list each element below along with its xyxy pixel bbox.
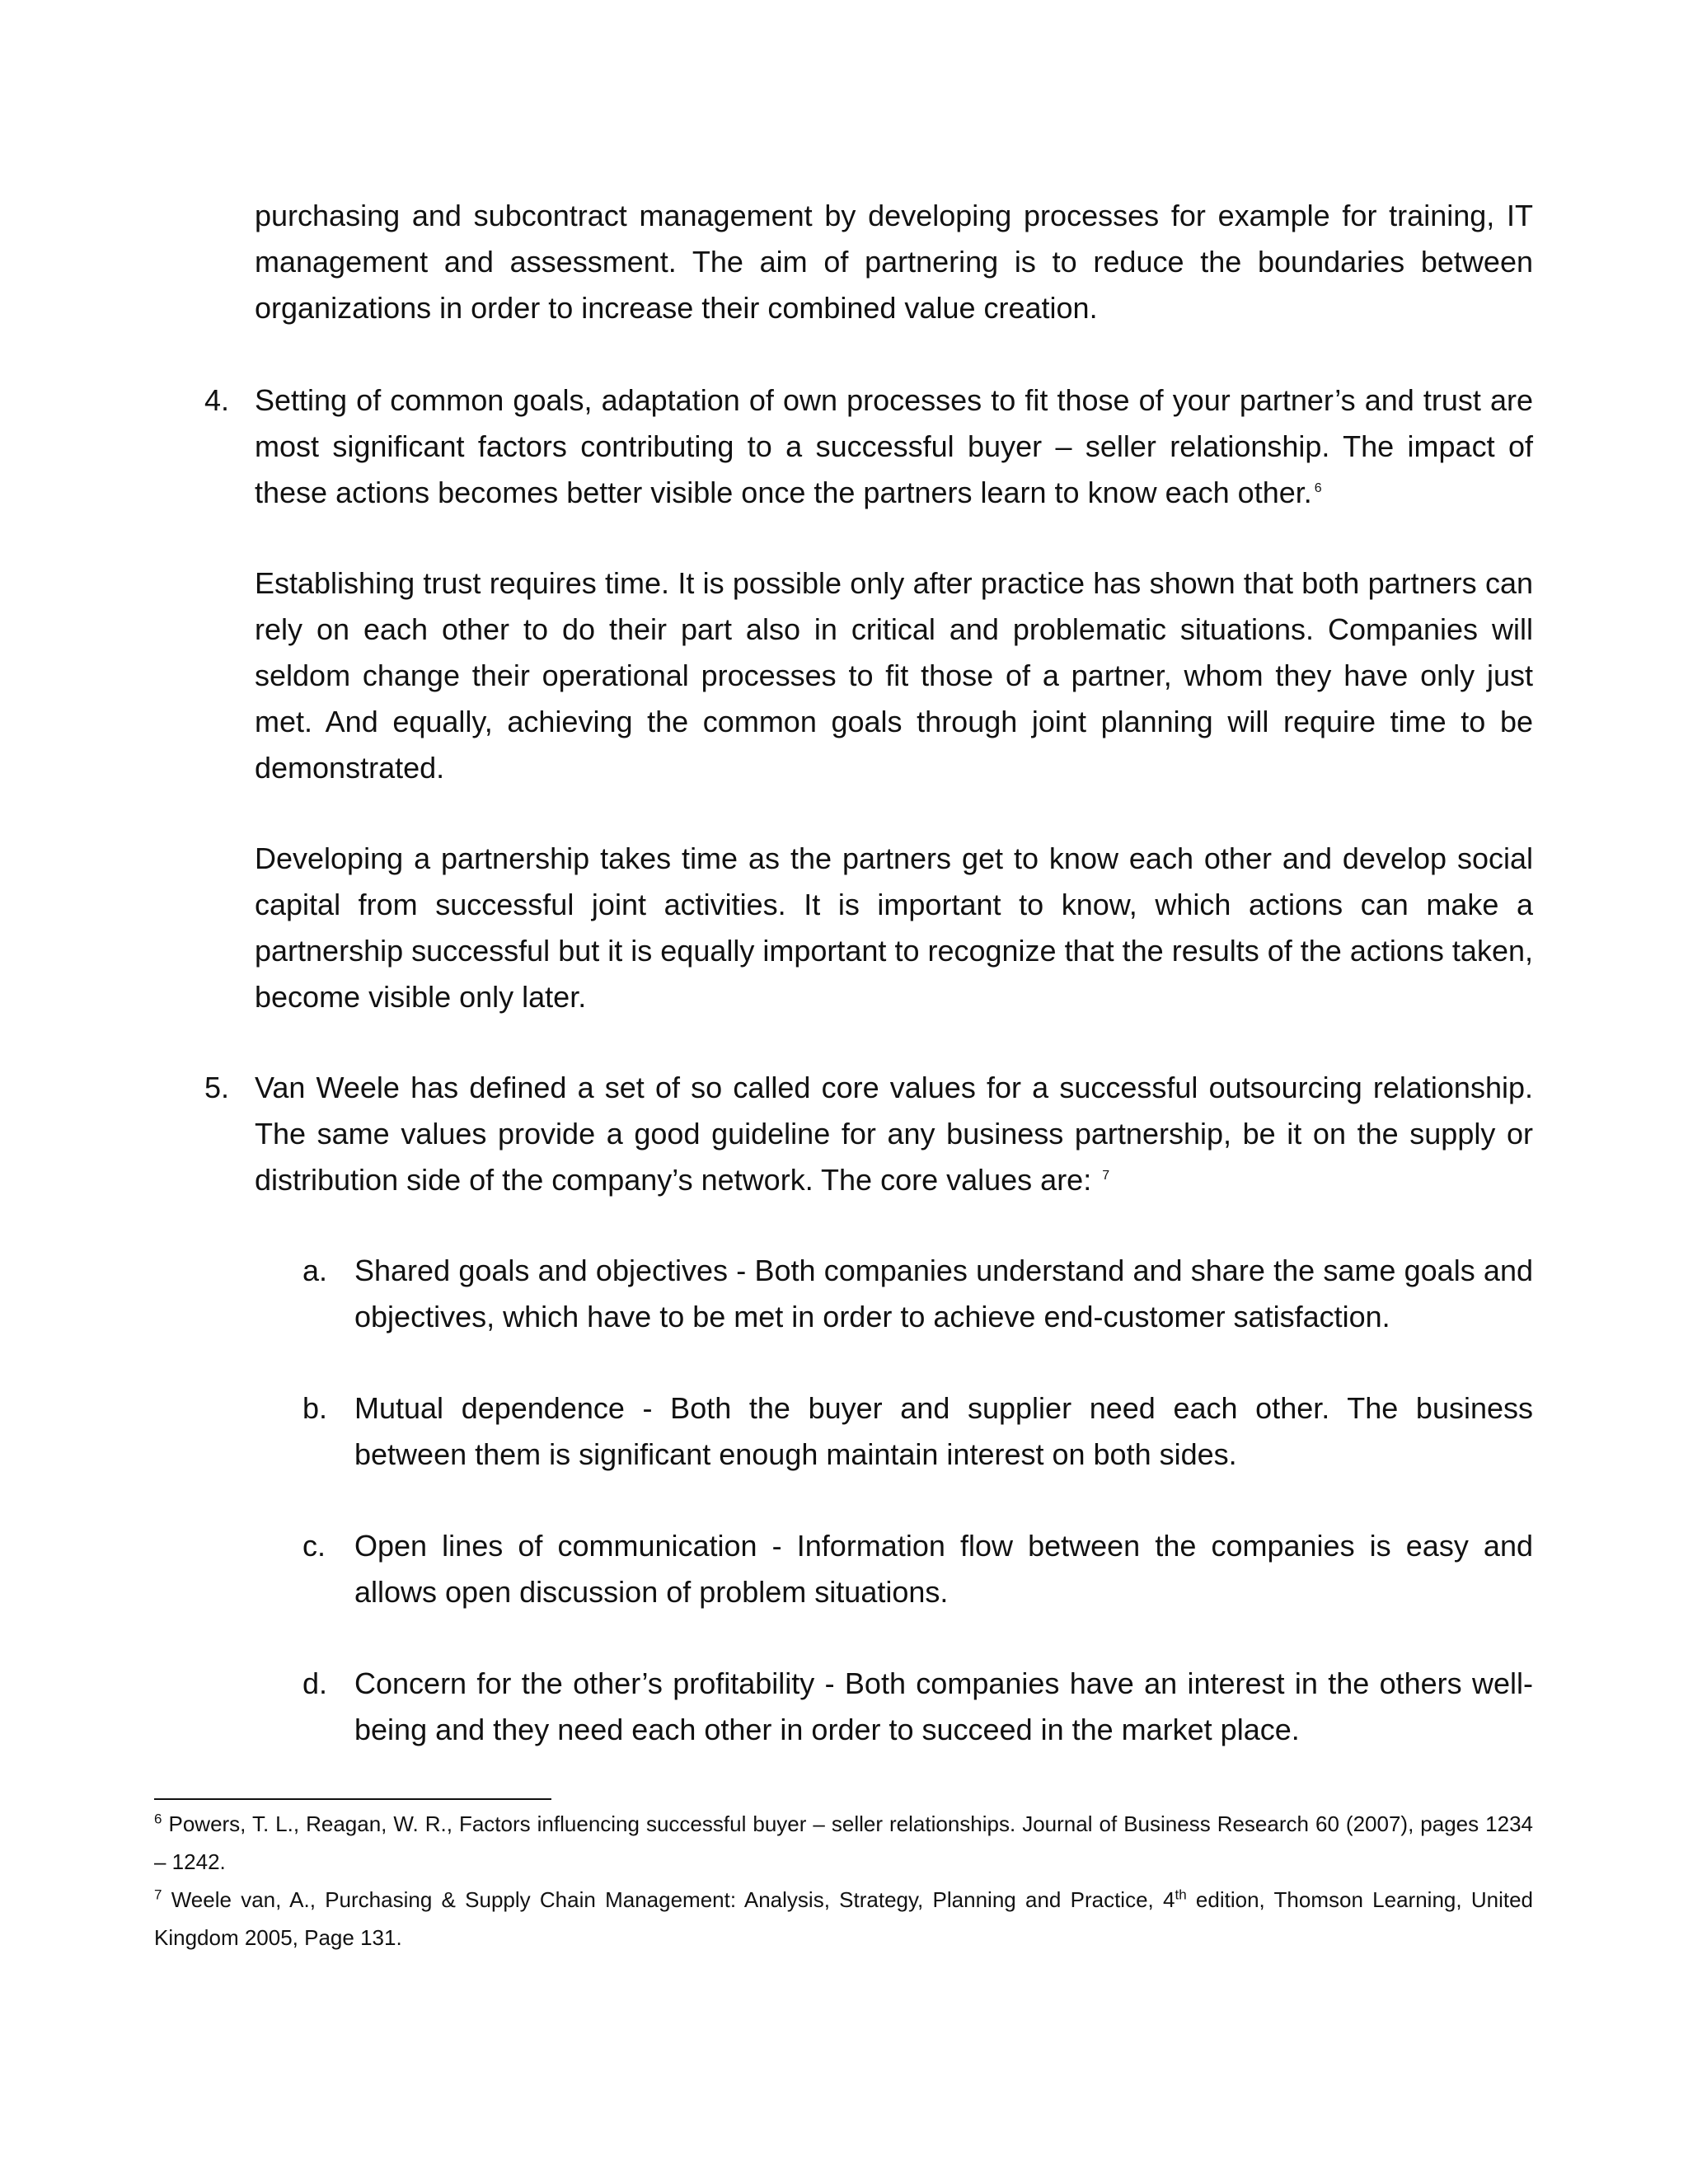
sub-item-c-text: Open lines of communication - Information flow between the companies is easy and allows open discussion of problem situations. (354, 1529, 1533, 1609)
footnote-6-number: 6 (154, 1811, 162, 1827)
footnote-7 (154, 1881, 1533, 1957)
intro-paragraph: purchasing and subcontract management by developing processes for example for training, IT management and assessment. The aim of partnering is to reduce the boundaries between organizations in order to increase their combined value creation. (255, 199, 1533, 325)
item-4-text: Setting of common goals, adaptation of own processes to fit those of your partner’s and trust are most significant factors contributing to a successful buyer – seller relationship. The impact of these actions becomes better visible once the partners learn to know each other. (255, 383, 1533, 509)
footnote-7-number: 7 (154, 1886, 162, 1903)
sub-item-letter-d: d. (302, 1666, 328, 1700)
item-5-text: Van Weele has defined a set of so called core values for a successful outsourcing relationship. The same values provide a good guideline for any business partnership, be it on the supply or distribution side of the company’s network. The core values are: (255, 1071, 1533, 1197)
trust-paragraph: Establishing trust requires time. It is possible only after practice has shown that both partners can rely on each other to do their part also in critical and problematic situations. Companies will seldom change their operational processes to fit those of a partner, whom they have only just met. And equally, achieving the common goals through joint planning will require time to be demonstrated. (255, 566, 1533, 785)
sub-item-d-text: Concern for the other’s profitability - Both companies have an interest in the others well-being and they need each other in order to succeed in the market place. (354, 1666, 1533, 1746)
footnote-ref-6: 6 (1314, 481, 1322, 495)
partnership-time-paragraph: Developing a partnership takes time as the partners get to know each other and develop social capital from successful joint activities. It is important to know, which actions can make a partnership successful but it is equally important to recognize that the results of the actions taken, become visible only later. (255, 841, 1533, 1014)
item-5-paragraph (255, 1065, 1533, 1203)
footnote-7-text-after: edition, Thomson Learning, United Kingdom 2005, Page 131. (154, 1887, 1534, 1950)
list-number-5: 5. (204, 1071, 230, 1104)
sub-item-a-text: Shared goals and objectives - Both companies understand and share the same goals and objectives, which have to be met in order to achieve end-customer satisfaction. (354, 1254, 1533, 1333)
footnote-6-text: Powers, T. L., Reagan, W. R., Factors influencing successful buyer – seller relationships. Journal of Business Research 60 (2007), pages 1234 – 1242. (154, 1811, 1533, 1874)
list-number-4: 4. (204, 383, 230, 417)
footnote-6 (154, 1805, 1533, 1881)
footnote-7-superscript: th (1175, 1886, 1187, 1903)
sub-item-letter-a: a. (302, 1254, 328, 1287)
footnote-ref-7: 7 (1102, 1169, 1110, 1183)
sub-item-letter-c: c. (302, 1529, 326, 1563)
footnote-7-text-before: Weele van, A., Purchasing & Supply Chain Management: Analysis, Strategy, Planning and Practice, 4 (171, 1887, 1175, 1912)
sub-item-letter-b: b. (302, 1391, 328, 1425)
sub-item-b-text: Mutual dependence - Both the buyer and supplier need each other. The business between them is significant enough maintain interest on both sides. (354, 1391, 1533, 1471)
item-4-paragraph (255, 377, 1533, 516)
footnote-separator (154, 1798, 551, 1800)
